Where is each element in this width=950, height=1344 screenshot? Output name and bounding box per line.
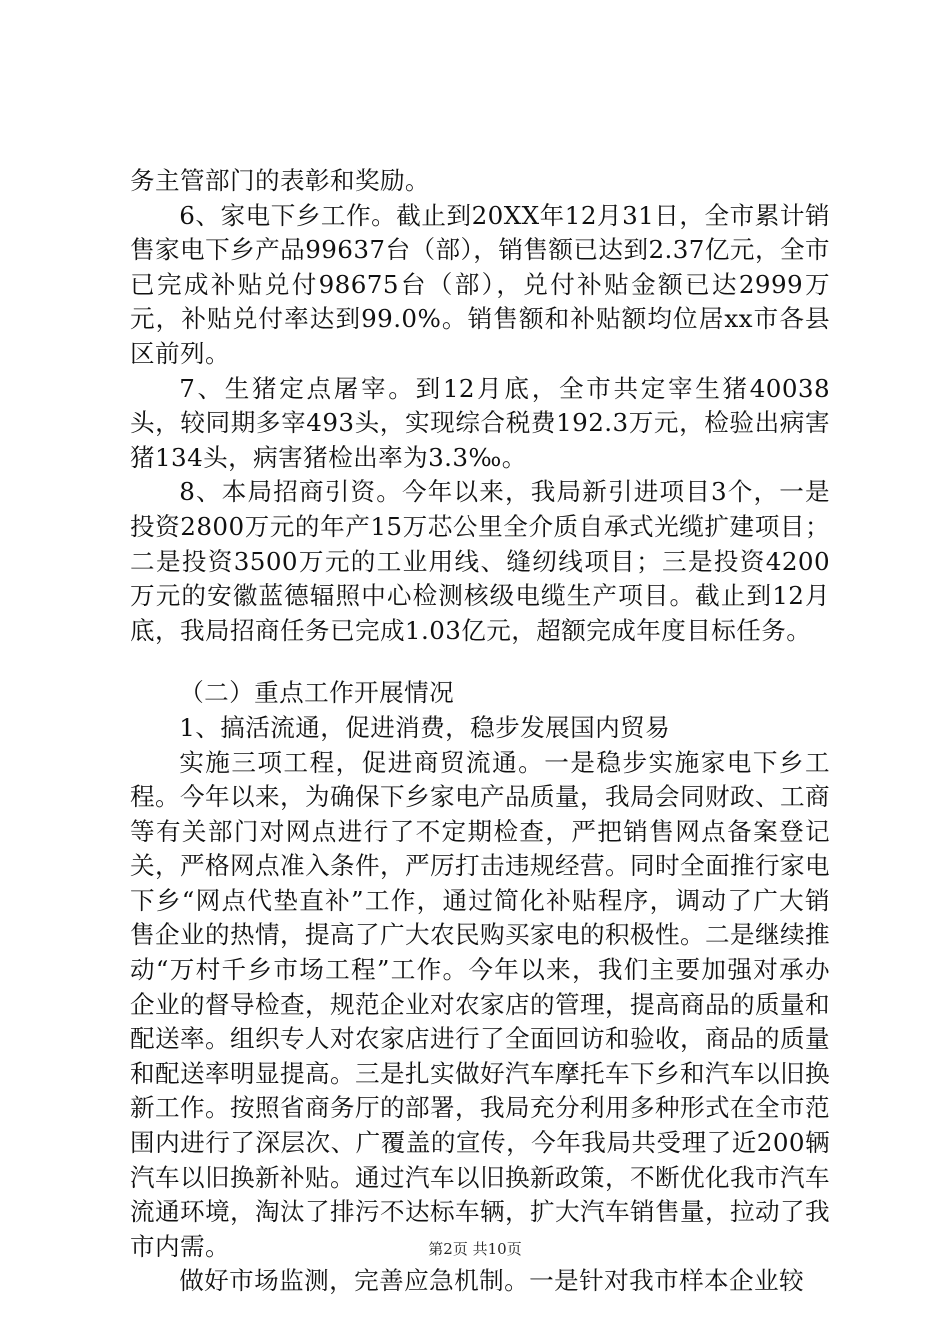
paragraph-market-monitoring: 做好市场监测，完善应急机制。一是针对我市样本企业较 bbox=[179, 1266, 805, 1296]
paragraph-three-projects: 实施三项工程，促进商贸流通。一是稳步实施家电下乡工程。今年以来，为确保下乡家电产品质量，我局会同财政、工商等有关部门对网点进行了不定期检查，严把销售网点备案登记关，严格网点准入条件，严厉打击违规经营。同时全面推行家电下乡“网点代垫直补”工作，通过简化补贴程序，调动了广大销售企业的热情，提高了广大农民购买家电的积极性。二是继续推动“万村千乡市场工程”工作。今年以来，我们主要加强对承办企业的督导检查，规范企业对农家店的管理，提高商品的质量和配送率。组织专人对农家店进行了全面回访和验收，商品的质量和配送率明显提高。三是扎实做好汽车摩托车下乡和汽车以旧换新工作。按照省商务厅的部署，我局充分利用多种形式在全市范围内进行了深层次、广覆盖的宣传，今年我局共受理了近200辆汽车以旧换新补贴。通过汽车以旧换新政策，不断优化我市汽车流通环境，淘汰了排污不达标车辆，扩大汽车销售量，拉动了我市内需。 bbox=[130, 747, 830, 1261]
paragraph-item-8: 8、本局招商引资。今年以来，我局新引进项目3个，一是投资2800万元的年产15万芯公里全介质自承式光缆扩建项目；二是投资3500万元的工业用线、缝纫线项目；三是投资4200万元的安徽蓝德辐照中心检测核级电缆生产项目。截止到12月底，我局招商任务已完成1.03亿元，超额完成年度目标任务。 bbox=[130, 477, 830, 645]
document-body bbox=[130, 164, 830, 1299]
page-footer: 第2页 共10页 bbox=[428, 1240, 522, 1258]
paragraph-item-6: 6、家电下乡工作。截止到20XX年12月31日，全市累计销售家电下乡产品99637台（部），销售额已达到2.37亿元，全市已完成补贴兑付98675台（部），兑付补贴金额已达2999万元，补贴兑付率达到99.0%。销售额和补贴额均位居xx市各县区前列。 bbox=[130, 200, 830, 368]
paragraph-continuation: 务主管部门的表彰和奖励。 bbox=[130, 166, 430, 195]
section-heading: （二）重点工作开展情况 bbox=[179, 678, 455, 708]
paragraph-item-7: 7、生猪定点屠宰。到12月底，全市共定宰生猪40038头，较同期多宰493头，实现综合税费192.3万元，检验出病害猪134头，病害猪检出率为3.3‰。 bbox=[130, 373, 830, 472]
subsection-heading: 1、搞活流通，促进消费，稳步发展国内贸易 bbox=[179, 712, 671, 742]
